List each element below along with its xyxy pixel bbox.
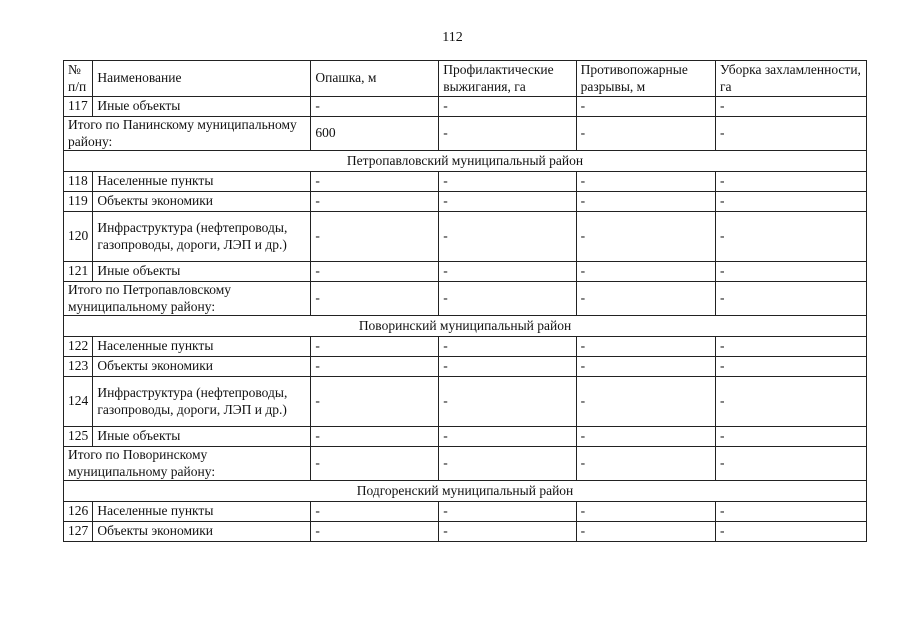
burn-value: - (439, 117, 576, 151)
clean-value: - (716, 192, 867, 212)
total-row (64, 447, 867, 481)
fire-value: - (576, 337, 715, 357)
row-name: Объекты экономики (93, 192, 311, 212)
edge-value: - (311, 172, 439, 192)
table-row (64, 172, 867, 192)
section-title: Поворинский муниципальный район (64, 316, 867, 337)
burn-value: - (439, 97, 576, 117)
row-name: Населенные пункты (93, 502, 311, 522)
row-name: Иные объекты (93, 262, 311, 282)
table-row (64, 212, 867, 262)
burn-value: - (439, 262, 576, 282)
row-name: Иные объекты (93, 97, 311, 117)
fire-value: - (576, 192, 715, 212)
clean-value: - (716, 357, 867, 377)
total-row (64, 282, 867, 316)
row-name: Иные объекты (93, 427, 311, 447)
burn-value: - (439, 212, 576, 262)
section-title: Петропавловский муниципальный район (64, 151, 867, 172)
edge-value: - (311, 282, 439, 316)
row-number: 120 (64, 212, 93, 262)
row-number: 121 (64, 262, 93, 282)
edge-value: - (311, 522, 439, 542)
row-number: 122 (64, 337, 93, 357)
burn-value: - (439, 357, 576, 377)
row-name: Населенные пункты (93, 337, 311, 357)
table-row (64, 192, 867, 212)
clean-value: - (716, 262, 867, 282)
burn-value: - (439, 502, 576, 522)
row-number: 127 (64, 522, 93, 542)
fire-value: - (576, 262, 715, 282)
fire-value: - (576, 427, 715, 447)
fire-value: - (576, 117, 715, 151)
row-name: Инфраструктура (нефтепроводы, газопроводы, дороги, ЛЭП и др.) (93, 377, 311, 427)
table-row (64, 502, 867, 522)
table-body (64, 97, 867, 542)
edge-value: - (311, 377, 439, 427)
fire-prevention-table (63, 60, 867, 542)
burn-value: - (439, 172, 576, 192)
table-row (64, 377, 867, 427)
table-row (64, 522, 867, 542)
edge-value: - (311, 192, 439, 212)
clean-value: - (716, 212, 867, 262)
row-name: Объекты экономики (93, 522, 311, 542)
edge-value: - (311, 212, 439, 262)
row-number: 125 (64, 427, 93, 447)
burn-value: - (439, 377, 576, 427)
clean-value: - (716, 522, 867, 542)
clean-value: - (716, 97, 867, 117)
edge-value: - (311, 357, 439, 377)
clean-value: - (716, 337, 867, 357)
clean-value: - (716, 377, 867, 427)
burn-value: - (439, 282, 576, 316)
total-label: Итого по Панинскому муниципальному району: (64, 117, 311, 151)
burn-value: - (439, 447, 576, 481)
row-number: 119 (64, 192, 93, 212)
edge-value: - (311, 337, 439, 357)
clean-value: - (716, 172, 867, 192)
header-name: Наименование (93, 61, 311, 97)
clean-value: - (716, 502, 867, 522)
header-fire: Противопожарные разрывы, м (576, 61, 715, 97)
clean-value: - (716, 427, 867, 447)
burn-value: - (439, 427, 576, 447)
fire-value: - (576, 212, 715, 262)
table-row (64, 337, 867, 357)
edge-value: - (311, 447, 439, 481)
header-burn: Профилактические выжигания, га (439, 61, 576, 97)
page-number: 112 (442, 30, 463, 45)
fire-value: - (576, 172, 715, 192)
edge-value: - (311, 262, 439, 282)
row-number: 124 (64, 377, 93, 427)
row-number: 118 (64, 172, 93, 192)
fire-value: - (576, 357, 715, 377)
row-name: Населенные пункты (93, 172, 311, 192)
row-number: 126 (64, 502, 93, 522)
clean-value: - (716, 117, 867, 151)
burn-value: - (439, 337, 576, 357)
section-title: Подгоренский муниципальный район (64, 481, 867, 502)
fire-value: - (576, 377, 715, 427)
edge-value: 600 (311, 117, 439, 151)
section-row (64, 151, 867, 172)
row-number: 123 (64, 357, 93, 377)
edge-value: - (311, 97, 439, 117)
total-row (64, 117, 867, 151)
table-row (64, 97, 867, 117)
total-label: Итого по Поворинскому муниципальному району: (64, 447, 311, 481)
fire-value: - (576, 447, 715, 481)
table-row (64, 262, 867, 282)
total-label: Итого по Петропавловскому муниципальному району: (64, 282, 311, 316)
edge-value: - (311, 427, 439, 447)
clean-value: - (716, 282, 867, 316)
fire-value: - (576, 502, 715, 522)
header-num: № п/п (64, 61, 93, 97)
fire-value: - (576, 97, 715, 117)
table-row (64, 357, 867, 377)
section-row (64, 481, 867, 502)
fire-value: - (576, 282, 715, 316)
edge-value: - (311, 502, 439, 522)
burn-value: - (439, 522, 576, 542)
table-header-row (64, 61, 867, 97)
clean-value: - (716, 447, 867, 481)
header-clean: Уборка захламленности, га (716, 61, 867, 97)
row-name: Инфраструктура (нефтепроводы, газопроводы, дороги, ЛЭП и др.) (93, 212, 311, 262)
fire-value: - (576, 522, 715, 542)
row-name: Объекты экономики (93, 357, 311, 377)
table-row (64, 427, 867, 447)
burn-value: - (439, 192, 576, 212)
header-edge: Опашка, м (311, 61, 439, 97)
section-row (64, 316, 867, 337)
row-number: 117 (64, 97, 93, 117)
